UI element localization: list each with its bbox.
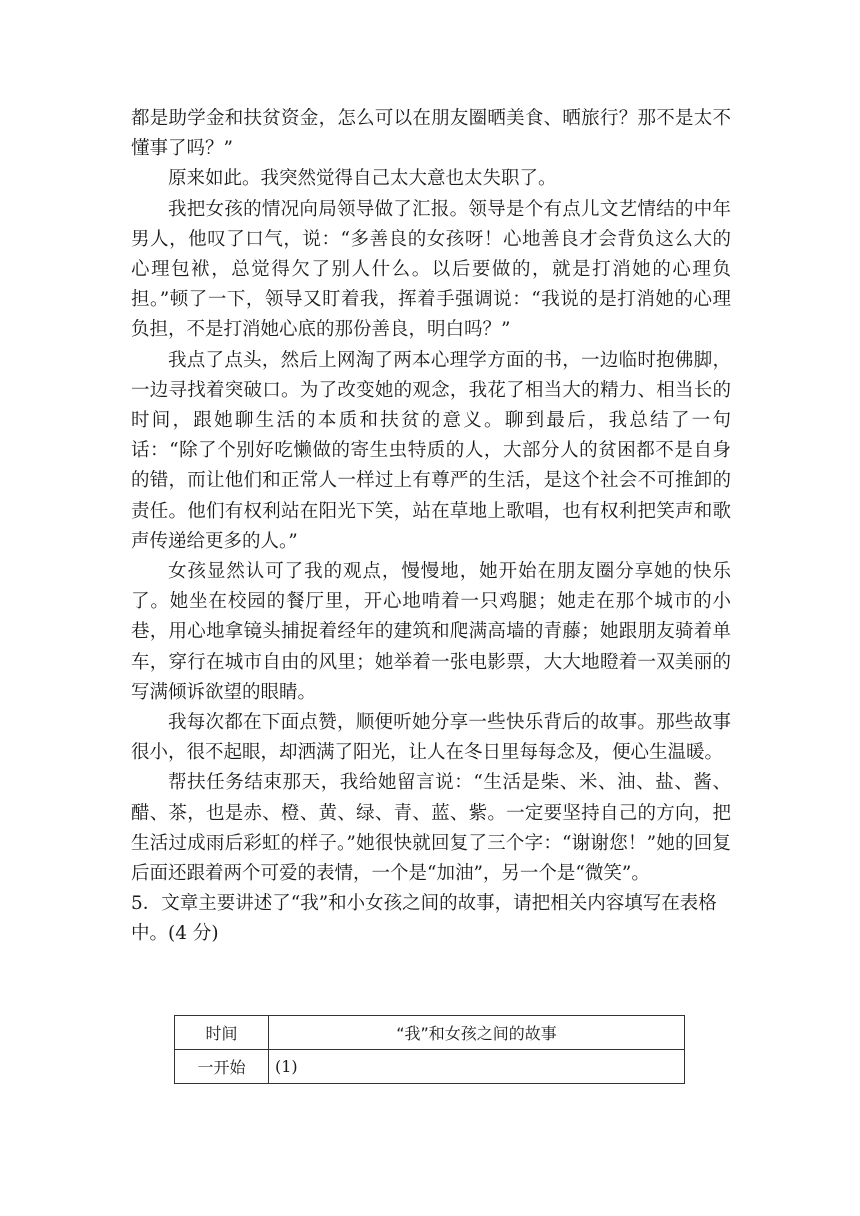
cell-answer-1[interactable]: (1) xyxy=(269,1050,685,1084)
answer-table xyxy=(174,1015,685,1084)
answer-table-container xyxy=(174,1015,685,1084)
header-time: 时间 xyxy=(175,1016,269,1050)
header-story: “我”和女孩之间的故事 xyxy=(269,1016,685,1050)
table-row xyxy=(175,1050,685,1084)
paragraph-4: 我点了点头，然后上网淘了两本心理学方面的书，一边临时抱佛脚，一边寻找着突破口。为了改变她的观念，我花了相当大的精力、相当长的时间，跟她聊生活的本质和扶贫的意义。聊到最后，我总结了一句话：“除了个别好吃懒做的寄生虫特质的人，大部分人的贫困都不是自身的错，而让他们和正常人一样过上有尊严的生活，是这个社会不可推卸的责任。他们有权利站在阳光下笑，站在草地上歌唱，也有权利把笑声和歌声传递给更多的人。” xyxy=(131,349,731,552)
paragraph-7: 帮扶任务结束那天，我给她留言说：“生活是柴、米、油、盐、酱、醋、茶，也是赤、橙、黄、绿、青、蓝、紫。一定要坚持自己的方向，把生活过成雨后彩虹的样子。”她很快就回复了三个字：“谢谢您！”她的回复后面还跟着两个可爱的表情，一个是“加油”，另一个是“微笑”。 xyxy=(131,772,731,885)
paragraph-3: 我把女孩的情况向局领导做了汇报。领导是个有点儿文艺情结的中年男人，他叹了口气，说：“多善良的女孩呀！心地善良才会背负这么大的心理包袱，总觉得欠了别人什么。以后要做的，就是打消她的心理负担。”顿了一下，领导又盯着我，挥着手强调说：“我说的是打消她的心理负担，不是打消她心底的那份善良，明白吗？” xyxy=(131,198,731,341)
paragraph-5: 女孩显然认可了我的观点，慢慢地，她开始在朋友圈分享她的快乐了。她坐在校园的餐厅里，开心地啃着一只鸡腿；她走在那个城市的小巷，用心地拿镜头捕捉着经年的建筑和爬满高墙的青藤；她跟朋友骑着单车，穿行在城市自由的风里；她举着一张电影票，大大地瞪着一双美丽的写满倾诉欲望的眼睛。 xyxy=(131,561,731,703)
cell-time: 一开始 xyxy=(175,1050,269,1084)
article-body xyxy=(131,104,731,950)
paragraph-6: 我每次都在下面点赞，顺便听她分享一些快乐背后的故事。那些故事很小，很不起眼，却洒满了阳光，让人在冬日里每每念及，便心生温暖。 xyxy=(131,712,731,764)
question-5: 5．文章主要讲述了“我”和小女孩之间的故事，请把相关内容填写在表格中。(4 分) xyxy=(131,893,717,945)
paragraph-1: 都是助学金和扶贫资金，怎么可以在朋友圈晒美食、晒旅行？那不是太不懂事了吗？” xyxy=(131,108,731,160)
table-header-row xyxy=(175,1016,685,1050)
paragraph-2: 原来如此。我突然觉得自己太大意也太失职了。 xyxy=(168,168,557,190)
